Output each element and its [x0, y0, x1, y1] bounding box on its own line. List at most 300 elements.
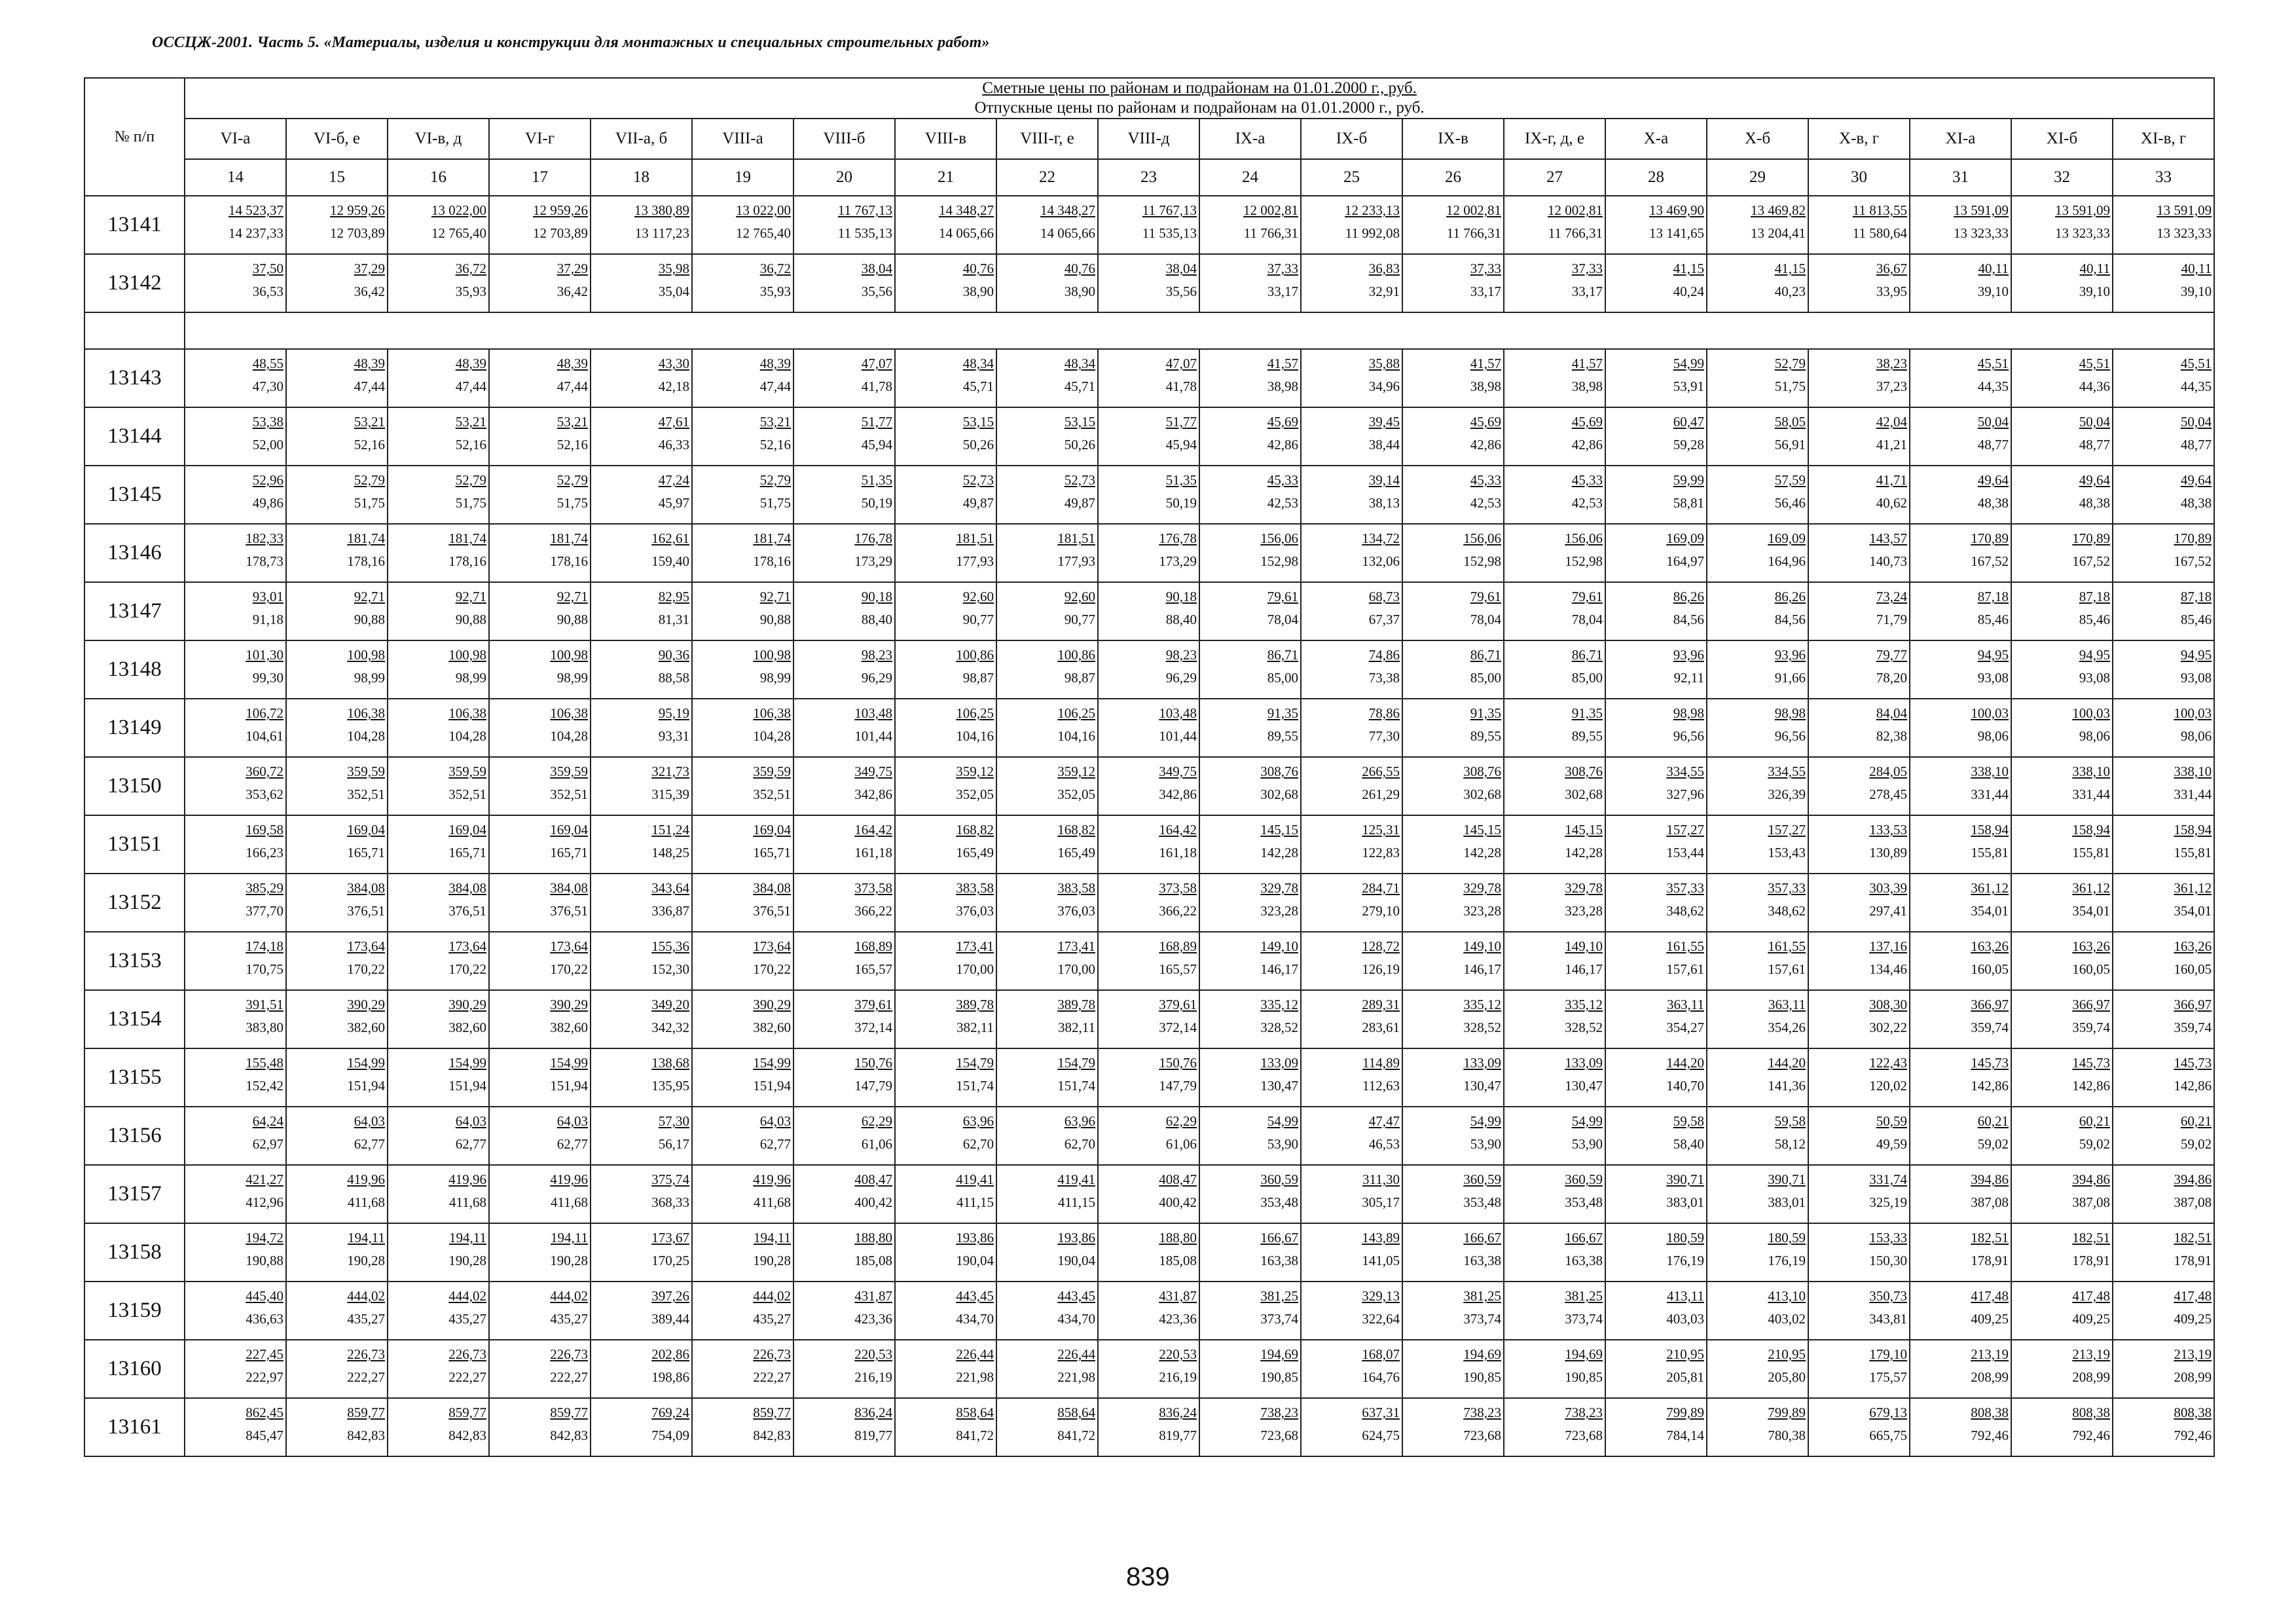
estimated-price: 169,04	[448, 822, 486, 838]
column-number: 14	[185, 159, 286, 196]
price-cell	[286, 1223, 388, 1282]
selling-price: 163,38	[1565, 1253, 1603, 1268]
price-cell	[793, 407, 895, 466]
selling-price: 387,08	[2072, 1194, 2110, 1210]
selling-price: 151,74	[956, 1078, 994, 1094]
estimated-price: 173,41	[1057, 938, 1095, 954]
price-cell	[1402, 582, 1504, 640]
price-cell	[2011, 582, 2113, 640]
estimated-price: 182,51	[1971, 1230, 2009, 1246]
estimated-price: 166,67	[1260, 1230, 1298, 1246]
table-row	[84, 757, 2214, 815]
selling-price: 61,06	[1165, 1136, 1197, 1152]
selling-price: 754,09	[651, 1428, 689, 1443]
price-cell	[1199, 640, 1301, 699]
price-cell	[1605, 874, 1707, 932]
selling-price: 173,29	[1159, 553, 1197, 569]
estimated-price: 173,64	[448, 938, 486, 954]
row-number: 13156	[84, 1107, 185, 1165]
estimated-price: 41,71	[1876, 472, 1907, 488]
price-cell	[1605, 254, 1707, 312]
estimated-price: 101,30	[246, 647, 283, 663]
selling-price: 153,44	[1666, 845, 1704, 860]
price-cell	[1910, 990, 2011, 1048]
selling-price: 841,72	[1057, 1428, 1095, 1443]
selling-price: 12 765,40	[736, 225, 791, 241]
selling-price: 372,14	[854, 1020, 892, 1035]
estimated-price: 86,26	[1673, 589, 1704, 604]
selling-price: 382,11	[1058, 1020, 1095, 1035]
estimated-price: 91,35	[1267, 705, 1298, 721]
selling-price: 372,14	[1159, 1020, 1197, 1035]
selling-price: 222,27	[347, 1369, 385, 1385]
price-cell	[1301, 874, 1402, 932]
estimated-price: 163,26	[2174, 938, 2212, 954]
price-cell	[388, 1340, 489, 1398]
price-cell	[895, 1340, 996, 1398]
selling-price: 12 703,89	[533, 225, 588, 241]
price-cell	[2011, 196, 2113, 254]
selling-price: 51,75	[354, 495, 385, 511]
estimated-price: 349,75	[854, 764, 892, 779]
estimated-price: 194,69	[1463, 1346, 1501, 1362]
price-cell	[1910, 254, 2011, 312]
price-cell	[1808, 582, 1910, 640]
estimated-price: 51,35	[861, 472, 892, 488]
selling-price: 170,22	[753, 961, 791, 977]
estimated-price: 366,97	[2174, 997, 2212, 1012]
selling-price: 62,97	[252, 1136, 283, 1152]
price-cell	[1504, 1398, 1605, 1456]
column-number: 27	[1504, 159, 1605, 196]
selling-price: 13 204,41	[1751, 225, 1806, 241]
selling-price: 98,87	[1064, 670, 1095, 686]
estimated-price: 79,61	[1267, 589, 1298, 604]
estimated-price: 45,69	[1470, 414, 1501, 430]
selling-price: 93,08	[2079, 670, 2110, 686]
price-cell	[1707, 757, 1808, 815]
selling-price: 99,30	[252, 670, 283, 686]
estimated-price: 100,98	[753, 647, 791, 663]
row-number: 13148	[84, 640, 185, 699]
selling-price: 62,77	[354, 1136, 385, 1152]
selling-price: 13 117,23	[634, 225, 689, 241]
selling-price: 819,77	[1159, 1428, 1197, 1443]
price-cell	[1098, 874, 1199, 932]
estimated-price: 163,26	[1971, 938, 2009, 954]
selling-price: 42,18	[658, 378, 689, 394]
selling-price: 331,44	[2174, 786, 2212, 802]
price-cell	[1808, 640, 1910, 699]
selling-price: 85,46	[1977, 612, 2009, 627]
table-row	[84, 254, 2214, 312]
price-cell	[388, 466, 489, 524]
selling-price: 780,38	[1768, 1428, 1806, 1443]
estimated-price: 13 022,00	[736, 202, 791, 218]
price-cell	[692, 466, 793, 524]
selling-price: 348,62	[1768, 903, 1806, 919]
selling-price: 383,01	[1768, 1194, 1806, 1210]
price-cell	[692, 640, 793, 699]
price-cell	[692, 757, 793, 815]
selling-price: 353,62	[246, 786, 283, 802]
selling-price: 170,22	[550, 961, 588, 977]
estimated-price: 35,98	[658, 261, 689, 276]
estimated-price: 858,64	[1057, 1405, 1095, 1420]
estimated-price: 90,18	[1165, 589, 1197, 604]
selling-price: 302,68	[1260, 786, 1298, 802]
selling-price: 845,47	[246, 1428, 283, 1443]
column-number: 16	[388, 159, 489, 196]
estimated-price: 182,51	[2174, 1230, 2212, 1246]
estimated-price: 144,20	[1666, 1055, 1704, 1071]
estimated-price: 122,43	[1869, 1055, 1907, 1071]
selling-price: 96,29	[861, 670, 892, 686]
price-cell	[1808, 349, 1910, 407]
estimated-price: 49,64	[2079, 472, 2110, 488]
price-cell	[2113, 1340, 2214, 1398]
estimated-price: 47,47	[1368, 1113, 1400, 1129]
price-cell	[489, 254, 591, 312]
estimated-price: 383,58	[1057, 880, 1095, 896]
selling-price: 59,02	[2079, 1136, 2110, 1152]
column-header: VII-а, б	[591, 119, 692, 159]
price-cell	[1301, 1048, 1402, 1107]
estimated-price: 153,33	[1869, 1230, 1907, 1246]
estimated-price: 173,67	[651, 1230, 689, 1246]
estimated-price: 94,95	[1977, 647, 2009, 663]
selling-price: 90,88	[759, 612, 791, 627]
estimated-price: 36,67	[1876, 261, 1907, 276]
selling-price: 190,04	[1057, 1253, 1095, 1268]
price-cell	[1808, 699, 1910, 757]
selling-price: 88,40	[1165, 612, 1197, 627]
column-number: 20	[793, 159, 895, 196]
selling-price: 98,06	[2079, 728, 2110, 744]
price-cell	[1910, 640, 2011, 699]
estimated-price: 349,75	[1159, 764, 1197, 779]
estimated-price: 176,78	[1159, 530, 1197, 546]
estimated-price: 431,87	[1159, 1288, 1197, 1304]
price-cell	[793, 1223, 895, 1282]
selling-price: 44,36	[2079, 378, 2110, 394]
price-cell	[692, 582, 793, 640]
estimated-price: 143,89	[1362, 1230, 1400, 1246]
price-cell	[692, 1398, 793, 1456]
table-row	[84, 196, 2214, 254]
selling-price: 151,94	[448, 1078, 486, 1094]
estimated-price: 349,20	[651, 997, 689, 1012]
estimated-price: 194,11	[551, 1230, 588, 1246]
price-cell	[1402, 699, 1504, 757]
selling-price: 165,71	[448, 845, 486, 860]
selling-price: 38,90	[962, 284, 994, 299]
selling-price: 151,94	[550, 1078, 588, 1094]
estimated-price: 41,57	[1267, 356, 1298, 371]
estimated-price: 394,86	[2072, 1172, 2110, 1187]
estimated-price: 164,42	[1159, 822, 1197, 838]
selling-price: 33,17	[1571, 284, 1603, 299]
estimated-price: 13 469,90	[1649, 202, 1704, 218]
estimated-price: 145,15	[1565, 822, 1603, 838]
estimated-price: 862,45	[246, 1405, 283, 1420]
price-cell	[185, 1398, 286, 1456]
row-number: 13153	[84, 932, 185, 990]
estimated-price: 173,64	[753, 938, 791, 954]
selling-price: 150,30	[1869, 1253, 1907, 1268]
price-cell	[793, 582, 895, 640]
column-header: IX-б	[1301, 119, 1402, 159]
estimated-price: 859,77	[550, 1405, 588, 1420]
estimated-price: 226,73	[448, 1346, 486, 1362]
price-cell	[1707, 640, 1808, 699]
price-cell	[1910, 815, 2011, 874]
price-cell	[1910, 757, 2011, 815]
row-number: 13149	[84, 699, 185, 757]
estimated-price: 52,73	[962, 472, 994, 488]
estimated-price: 419,96	[448, 1172, 486, 1187]
price-cell	[793, 196, 895, 254]
estimated-price: 154,79	[1057, 1055, 1095, 1071]
price-cell	[1910, 874, 2011, 932]
price-cell	[591, 932, 692, 990]
price-cell	[2011, 932, 2113, 990]
selling-price: 85,46	[2079, 612, 2110, 627]
price-cell	[1098, 466, 1199, 524]
selling-price: 58,40	[1673, 1136, 1704, 1152]
estimated-price: 383,58	[956, 880, 994, 896]
selling-price: 302,22	[1869, 1020, 1907, 1035]
estimated-price: 384,08	[448, 880, 486, 896]
price-cell	[1808, 1223, 1910, 1282]
estimated-price: 40,11	[1978, 261, 2009, 276]
selling-price: 142,28	[1565, 845, 1603, 860]
estimated-price: 49,64	[2180, 472, 2212, 488]
selling-price: 58,12	[1774, 1136, 1806, 1152]
estimated-price: 417,48	[1971, 1288, 2009, 1304]
price-cell	[1098, 254, 1199, 312]
estimated-price: 50,04	[2180, 414, 2212, 430]
estimated-price: 92,60	[962, 589, 994, 604]
price-cell	[591, 699, 692, 757]
estimated-price: 92,71	[455, 589, 486, 604]
estimated-price: 145,73	[2174, 1055, 2212, 1071]
selling-price: 435,27	[448, 1311, 486, 1327]
selling-price: 387,08	[1971, 1194, 2009, 1210]
price-cell	[2011, 757, 2113, 815]
selling-price: 178,91	[2072, 1253, 2110, 1268]
estimated-price: 53,21	[556, 414, 588, 430]
price-cell	[1707, 990, 1808, 1048]
price-cell	[388, 932, 489, 990]
estimated-price: 48,34	[962, 356, 994, 371]
estimated-price: 155,36	[651, 938, 689, 954]
price-table	[84, 77, 2215, 1457]
price-cell	[2113, 1165, 2214, 1223]
estimated-price: 210,95	[1666, 1346, 1704, 1362]
selling-price: 177,93	[956, 553, 994, 569]
selling-price: 91,66	[1774, 670, 1806, 686]
selling-price: 665,75	[1869, 1428, 1907, 1443]
selling-price: 165,57	[854, 961, 892, 977]
estimated-price: 181,51	[1057, 530, 1095, 546]
estimated-price: 53,21	[354, 414, 385, 430]
row-number-header: № п/п	[84, 78, 185, 196]
selling-price: 352,51	[753, 786, 791, 802]
price-cell	[996, 1282, 1098, 1340]
price-cell	[1808, 407, 1910, 466]
estimated-price: 38,23	[1876, 356, 1907, 371]
selling-price: 190,85	[1565, 1369, 1603, 1385]
selling-price: 366,22	[1159, 903, 1197, 919]
estimated-price: 47,07	[861, 356, 892, 371]
price-cell	[286, 1048, 388, 1107]
column-number: 25	[1301, 159, 1402, 196]
estimated-price: 14 523,37	[228, 202, 283, 218]
selling-price: 411,15	[1058, 1194, 1095, 1210]
selling-price: 423,36	[1159, 1311, 1197, 1327]
price-cell	[895, 1282, 996, 1340]
estimated-price: 381,25	[1260, 1288, 1298, 1304]
table-row	[84, 524, 2214, 582]
estimated-price: 359,59	[753, 764, 791, 779]
price-cell	[489, 815, 591, 874]
estimated-price: 48,39	[556, 356, 588, 371]
price-cell	[1199, 1223, 1301, 1282]
price-cell	[895, 1165, 996, 1223]
estimated-price: 11 813,55	[1852, 202, 1907, 218]
estimated-price: 361,12	[1971, 880, 2009, 896]
price-cell	[1707, 874, 1808, 932]
estimated-price: 738,23	[1565, 1405, 1603, 1420]
estimated-price: 95,19	[658, 705, 689, 721]
selling-price: 222,27	[448, 1369, 486, 1385]
selling-price: 205,80	[1768, 1369, 1806, 1385]
column-number: 33	[2113, 159, 2214, 196]
selling-price: 178,91	[2174, 1253, 2212, 1268]
estimated-price: 92,71	[556, 589, 588, 604]
selling-price: 165,71	[550, 845, 588, 860]
estimated-price: 360,59	[1260, 1172, 1298, 1187]
selling-price: 148,25	[651, 845, 689, 860]
estimated-price: 366,97	[1971, 997, 2009, 1012]
price-cell	[489, 1282, 591, 1340]
selling-price: 38,98	[1470, 378, 1501, 394]
estimated-price: 106,72	[246, 705, 283, 721]
selling-price: 434,70	[1057, 1311, 1095, 1327]
price-cell	[1402, 990, 1504, 1048]
estimated-price: 738,23	[1260, 1405, 1298, 1420]
estimated-price: 338,10	[1971, 764, 2009, 779]
price-cell	[1199, 815, 1301, 874]
selling-price: 14 237,33	[228, 225, 283, 241]
estimated-price: 12 959,26	[533, 202, 588, 218]
selling-price: 11 535,13	[837, 225, 892, 241]
selling-price: 78,04	[1571, 612, 1603, 627]
selling-price: 297,41	[1869, 903, 1907, 919]
price-cell	[1098, 1282, 1199, 1340]
selling-price: 39,10	[2180, 284, 2212, 299]
price-cell	[2011, 1223, 2113, 1282]
price-cell	[1504, 254, 1605, 312]
estimated-price: 444,02	[550, 1288, 588, 1304]
column-header: VI-в, д	[388, 119, 489, 159]
estimated-price: 158,94	[2174, 822, 2212, 838]
selling-price: 96,29	[1165, 670, 1197, 686]
selling-price: 167,52	[2174, 553, 2212, 569]
price-cell	[1098, 349, 1199, 407]
estimated-price: 162,61	[651, 530, 689, 546]
selling-price: 302,68	[1463, 786, 1501, 802]
estimated-price: 41,15	[1673, 261, 1704, 276]
selling-price: 343,81	[1869, 1311, 1907, 1327]
selling-price: 354,01	[2072, 903, 2110, 919]
selling-price: 383,01	[1666, 1194, 1704, 1210]
row-number: 13152	[84, 874, 185, 932]
price-cell	[996, 466, 1098, 524]
estimated-price: 169,09	[1666, 530, 1704, 546]
estimated-price: 181,74	[550, 530, 588, 546]
price-cell	[1605, 407, 1707, 466]
selling-price: 152,30	[651, 961, 689, 977]
estimated-price: 13 469,82	[1751, 202, 1806, 218]
price-cell	[1504, 466, 1605, 524]
price-cell	[489, 1048, 591, 1107]
selling-price: 135,95	[651, 1078, 689, 1094]
price-cell	[996, 1048, 1098, 1107]
selling-price: 165,57	[1159, 961, 1197, 977]
price-cell	[996, 640, 1098, 699]
estimated-price: 45,51	[1977, 356, 2009, 371]
price-cell	[489, 1223, 591, 1282]
selling-price: 92,11	[1673, 670, 1704, 686]
selling-price: 47,44	[556, 378, 588, 394]
selling-price: 302,68	[1565, 786, 1603, 802]
price-cell	[388, 1107, 489, 1165]
selling-price: 359,74	[2174, 1020, 2212, 1035]
price-cell	[1808, 757, 1910, 815]
selling-price: 46,53	[1368, 1136, 1400, 1152]
selling-price: 167,52	[1971, 553, 2009, 569]
selling-price: 85,00	[1571, 670, 1603, 686]
estimated-price: 166,67	[1565, 1230, 1603, 1246]
estimated-price: 60,21	[2079, 1113, 2110, 1129]
selling-price: 325,19	[1869, 1194, 1907, 1210]
estimated-price: 134,72	[1362, 530, 1400, 546]
estimated-price: 413,11	[1667, 1288, 1704, 1304]
estimated-price: 163,26	[2072, 938, 2110, 954]
selling-price: 382,60	[448, 1020, 486, 1035]
selling-price: 411,68	[551, 1194, 588, 1210]
price-cell	[1707, 582, 1808, 640]
estimated-price: 176,78	[854, 530, 892, 546]
estimated-price: 381,25	[1565, 1288, 1603, 1304]
selling-price: 48,38	[1977, 495, 2009, 511]
estimated-price: 60,21	[2180, 1113, 2212, 1129]
estimated-price: 145,73	[1971, 1055, 2009, 1071]
selling-price: 142,86	[2174, 1078, 2212, 1094]
table-row	[84, 407, 2214, 466]
estimated-price: 335,12	[1463, 997, 1501, 1012]
estimated-price: 357,33	[1768, 880, 1806, 896]
estimated-price: 389,78	[1057, 997, 1095, 1012]
price-cell	[1808, 815, 1910, 874]
selling-price: 11 992,08	[1345, 225, 1400, 241]
price-cell	[1707, 1048, 1808, 1107]
selling-price: 348,62	[1666, 903, 1704, 919]
price-cell	[1199, 1165, 1301, 1223]
price-cell	[1504, 582, 1605, 640]
